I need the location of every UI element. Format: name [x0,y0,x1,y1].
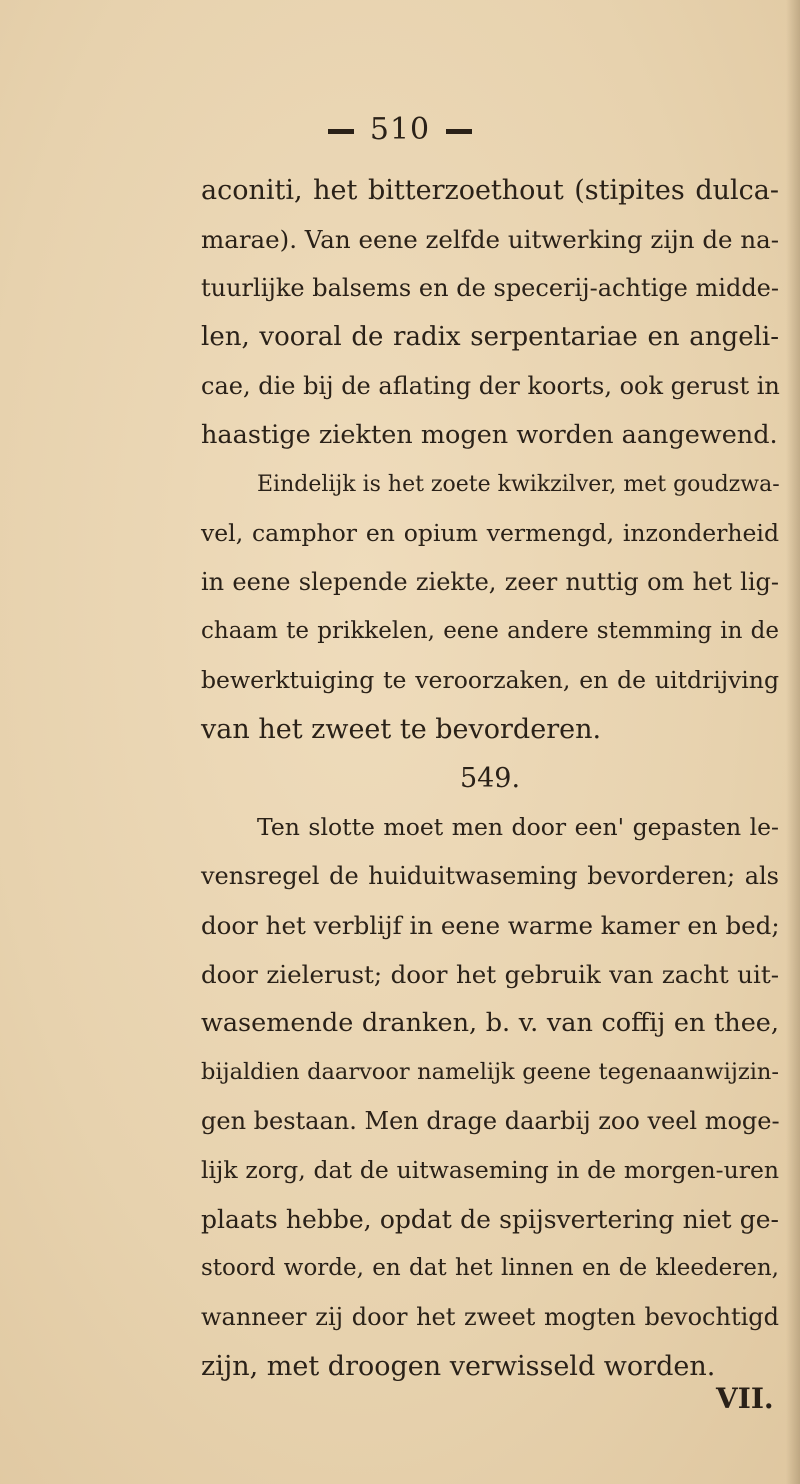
section-number: 549. [459,763,521,794]
text-line: vel, camphor en opium vermengd, inzonderheid [201,519,779,547]
body-text [201,166,779,1391]
page-number: 510 [369,112,431,147]
page-header [0,112,800,147]
text-line: van het zweet te bevorderen. [201,714,602,745]
header-dash-right [446,129,472,134]
text-line: bewerktuiging te veroorzaken, en de uitdrijving [201,666,779,694]
signature-mark: VII. [716,1382,774,1415]
text-line: Eindelijk is het zoete kwikzilver, met goudzwa- [257,472,780,497]
page-edge-shadow [786,0,800,1484]
text-line: bijaldien daarvoor namelijk geene tegenaanwijzin- [201,1059,779,1085]
text-line: len, vooral de radix serpentariae en angeli- [201,322,779,352]
text-line: cae, die bij de aflating der koorts, ook gerust in [201,372,780,400]
text-line: gen bestaan. Men drage daarbij zoo veel moge- [201,1107,780,1135]
text-line: lijk zorg, dat de uitwaseming in de morgen-uren [201,1156,779,1184]
header-dash-left [328,129,354,134]
text-line: wanneer zij door het zweet mogten bevochtigd [201,1303,779,1331]
text-line: door zielerust; door het gebruik van zacht uit- [201,960,779,989]
text-line: chaam te prikkelen, eene andere stemming in de [201,618,779,644]
text-line: in eene slepende ziekte, zeer nuttig om het lig- [201,568,779,596]
text-line: wasemende dranken, b. v. van coffij en thee, [201,1008,779,1038]
text-line: door het verblijf in eene warme kamer en bed; [201,911,780,940]
text-line: aconiti, het bitterzoethout (stipites dulca- [201,175,779,206]
text-line: tuurlijke balsems en de specerij-achtige midde- [201,274,779,302]
text-line: zijn, met droogen verwisseld worden. [201,1351,716,1382]
text-line: haastige ziekten mogen worden aangewend. [201,420,778,450]
text-line: marae). Van eene zelfde uitwerking zijn de na- [201,225,779,254]
text-line: vensregel de huiduitwaseming bevorderen; als [201,862,779,890]
text-line: Ten slotte moet men door een' gepasten le- [257,813,779,841]
text-line: stoord worde, en dat het linnen en de kleederen, [201,1255,779,1281]
text-line: plaats hebbe, opdat de spijsvertering niet ge- [201,1205,779,1234]
